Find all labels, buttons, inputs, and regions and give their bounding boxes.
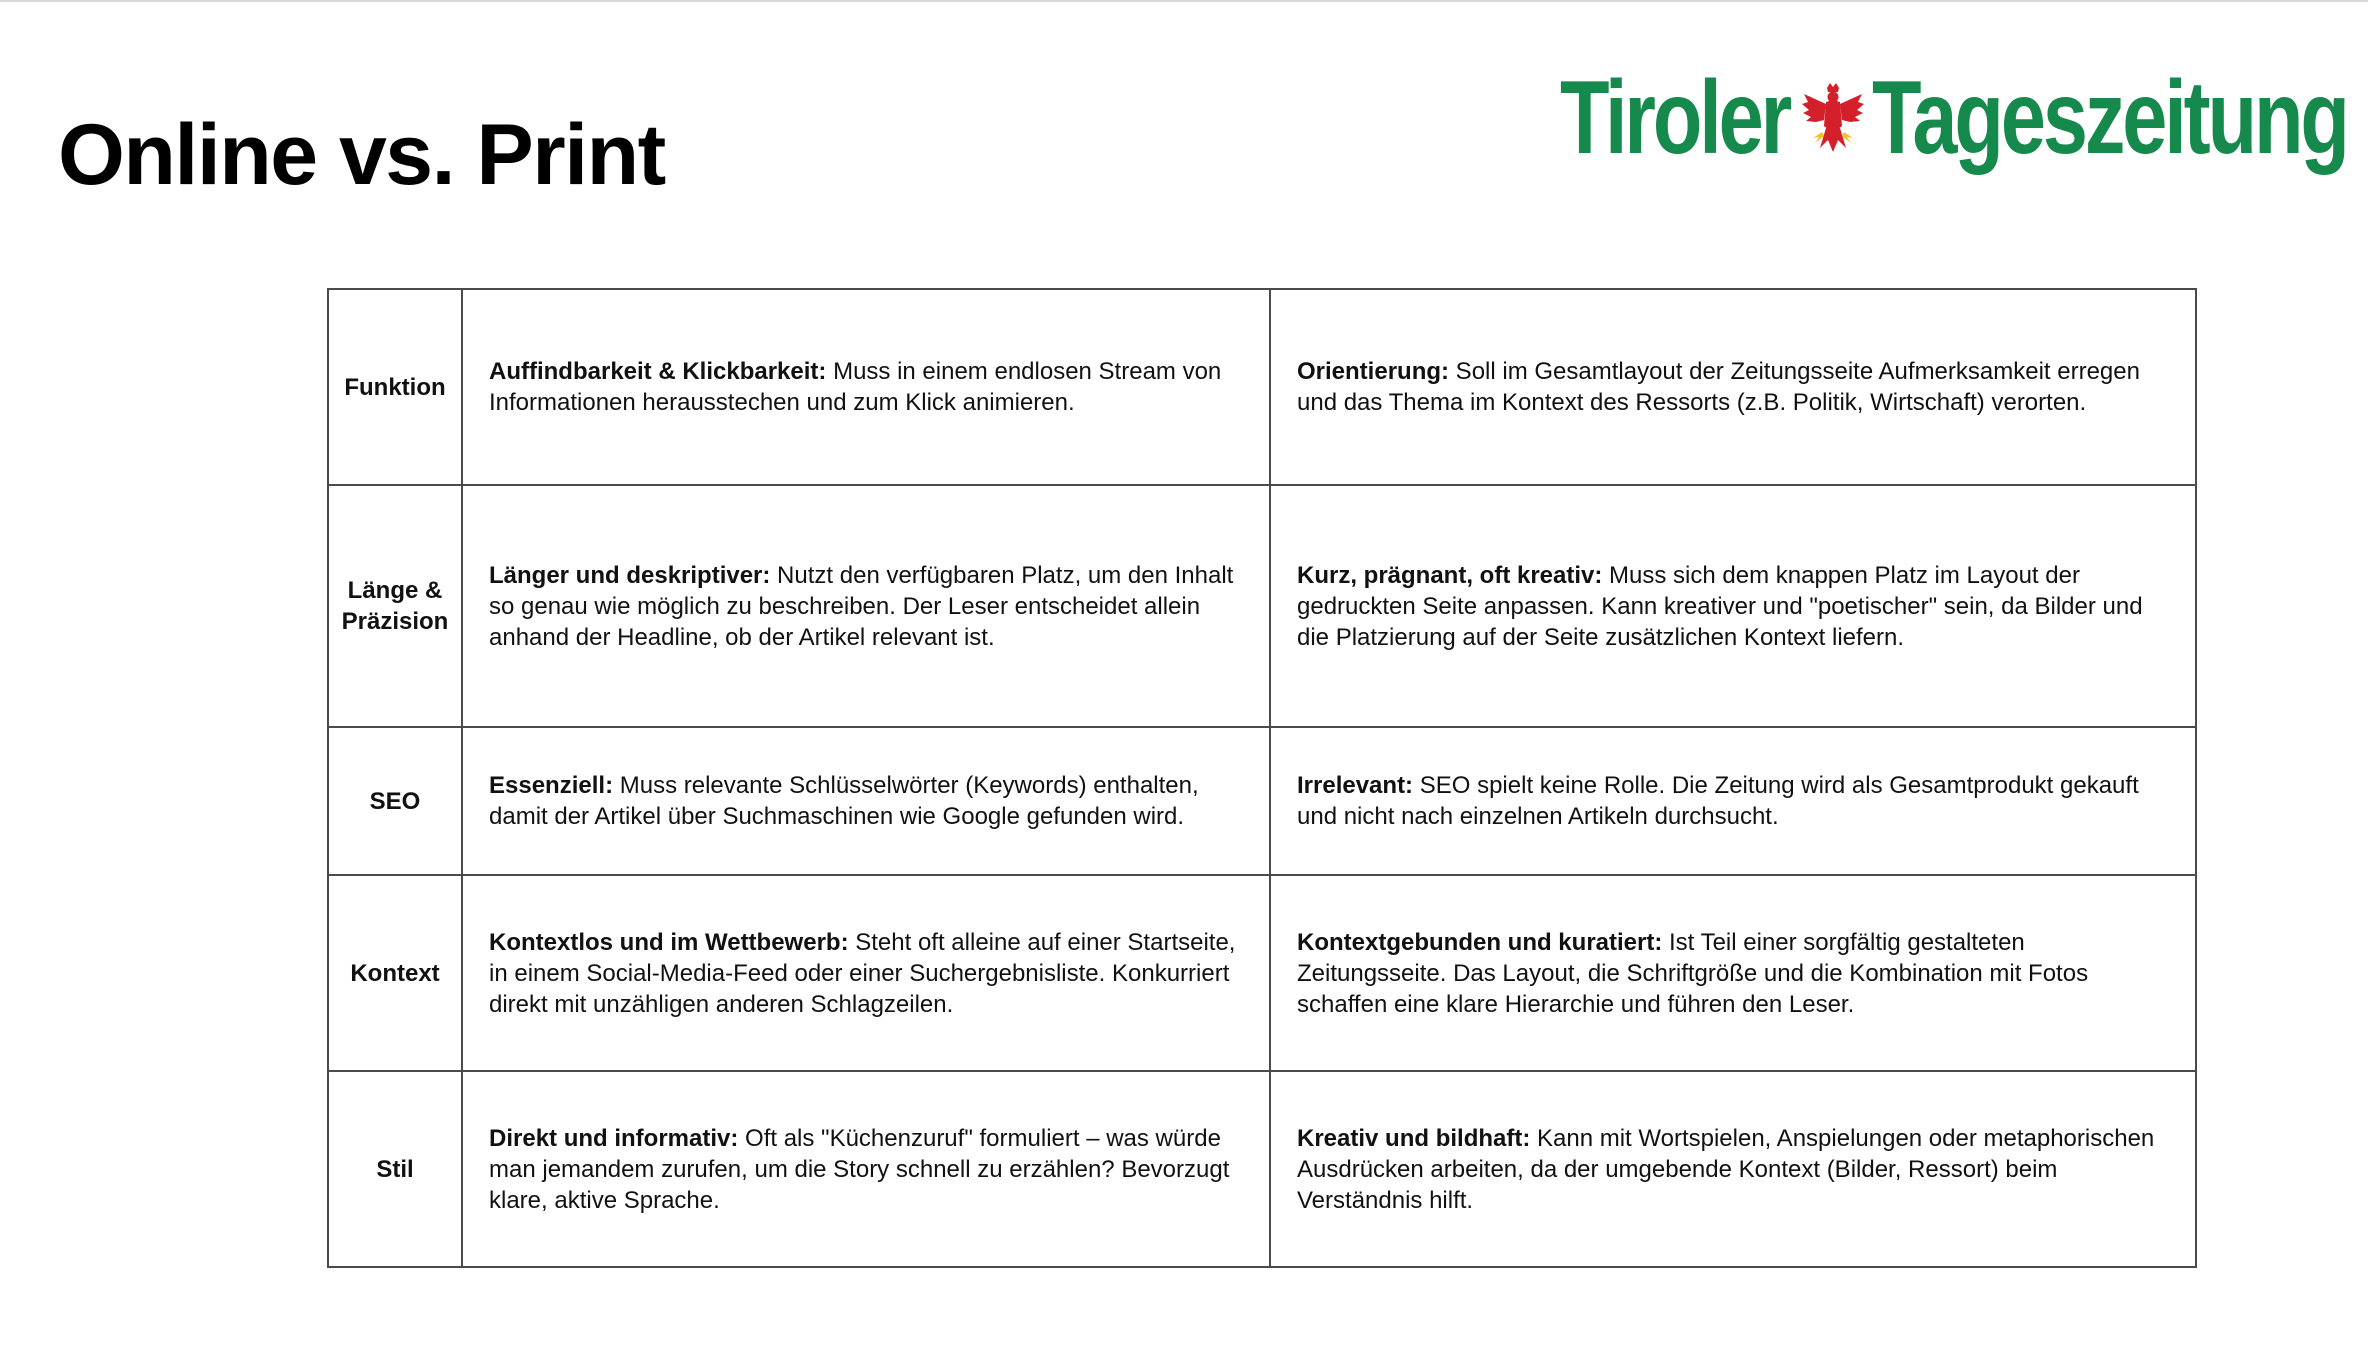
online-cell xyxy=(462,875,1270,1071)
online-description: Muss in einem endlosen Stream von Informationen herausstechen und zum Klick animieren. xyxy=(489,358,1222,416)
table-row xyxy=(328,289,2196,485)
table-row xyxy=(328,1071,2196,1267)
brand-logo xyxy=(1560,58,2347,178)
print-heading: Irrelevant: xyxy=(1297,772,1414,799)
online-heading: Länger und deskriptiver: xyxy=(489,561,771,589)
print-description: Soll im Gesamtlayout der Zeitungsseite Aufmerksamkeit erregen und das Thema im Kontext des Ressorts (z.B. Politik, Wirtschaft) verorten. xyxy=(1297,358,2140,416)
row-label: Länge & Präzision xyxy=(328,485,462,727)
print-description: SEO spielt keine Rolle. Die Zeitung wird als Gesamtprodukt gekauft und nicht nach einzelnen Artikeln durchsucht. xyxy=(1297,772,2139,830)
row-label: Stil xyxy=(328,1071,462,1267)
print-description: Kann mit Wortspielen, Anspielungen oder metaphorischen Ausdrücken arbeiten, da der umgebende Kontext (Bilder, Ressort) beim Verständnis hilft. xyxy=(1297,1124,2155,1214)
print-cell xyxy=(1270,875,2196,1071)
online-cell xyxy=(462,727,1270,875)
online-cell xyxy=(462,289,1270,485)
online-description: Nutzt den verfügbaren Platz, um den Inhalt so genau wie möglich zu beschreiben. Der Leser entscheidet allein anhand der Headline, ob der Artikel relevant ist. xyxy=(489,561,1234,651)
top-divider xyxy=(0,0,2368,2)
print-cell xyxy=(1270,289,2196,485)
comparison-table-container xyxy=(327,288,2195,1266)
table-row xyxy=(328,727,2196,875)
online-heading: Direkt und informativ: xyxy=(489,1124,739,1152)
print-cell xyxy=(1270,485,2196,727)
online-description: Muss relevante Schlüsselwörter (Keywords) enthalten, damit der Artikel über Suchmaschinen wie Google gefunden wird. xyxy=(489,772,1199,830)
online-cell xyxy=(462,1071,1270,1267)
print-heading: Orientierung: xyxy=(1297,358,1450,385)
online-heading: Auffindbarkeit & Klickbarkeit: xyxy=(489,358,827,385)
page-title: Online vs. Print xyxy=(58,107,665,203)
online-heading: Kontextlos und im Wettbewerb: xyxy=(489,928,849,956)
online-heading: Essenziell: xyxy=(489,772,614,799)
logo-word-tiroler: Tiroler xyxy=(1560,60,1790,176)
row-label: Kontext xyxy=(328,875,462,1071)
print-description: Muss sich dem knappen Platz im Layout der gedruckten Seite anpassen. Kann kreativer und "poetischer" sein, da Bilder und die Platzierung auf der Seite zusätzlichen Kontext liefern. xyxy=(1297,561,2143,651)
row-label: Funktion xyxy=(328,289,462,485)
print-description: Ist Teil einer sorgfältig gestalteten Zeitungsseite. Das Layout, die Schriftgröße und die Kombination mit Fotos schaffen eine klare Hierarchie und führen den Leser. xyxy=(1297,928,2089,1018)
online-cell xyxy=(462,485,1270,727)
print-cell xyxy=(1270,727,2196,875)
print-cell xyxy=(1270,1071,2196,1267)
print-heading: Kreativ und bildhaft: xyxy=(1297,1124,1531,1152)
comparison-table xyxy=(327,288,2197,1268)
print-heading: Kontextgebunden und kuratiert: xyxy=(1297,928,1663,956)
table-row xyxy=(328,485,2196,727)
row-label: SEO xyxy=(328,727,462,875)
logo-word-tageszeitung: Tageszeitung xyxy=(1871,60,2347,176)
print-heading: Kurz, prägnant, oft kreativ: xyxy=(1297,561,1603,589)
tyrolean-eagle-icon xyxy=(1800,82,1866,154)
online-description: Oft als "Küchenzuruf" formuliert – was würde man jemandem zurufen, um die Story schnell zu erzählen? Bevorzugt klare, aktive Sprache. xyxy=(489,1124,1230,1214)
online-description: Steht oft alleine auf einer Startseite, in einem Social-Media-Feed oder einer Suchergebnisliste. Konkurriert direkt mit unzähligen anderen Schlagzeilen. xyxy=(489,928,1236,1018)
table-row xyxy=(328,875,2196,1071)
